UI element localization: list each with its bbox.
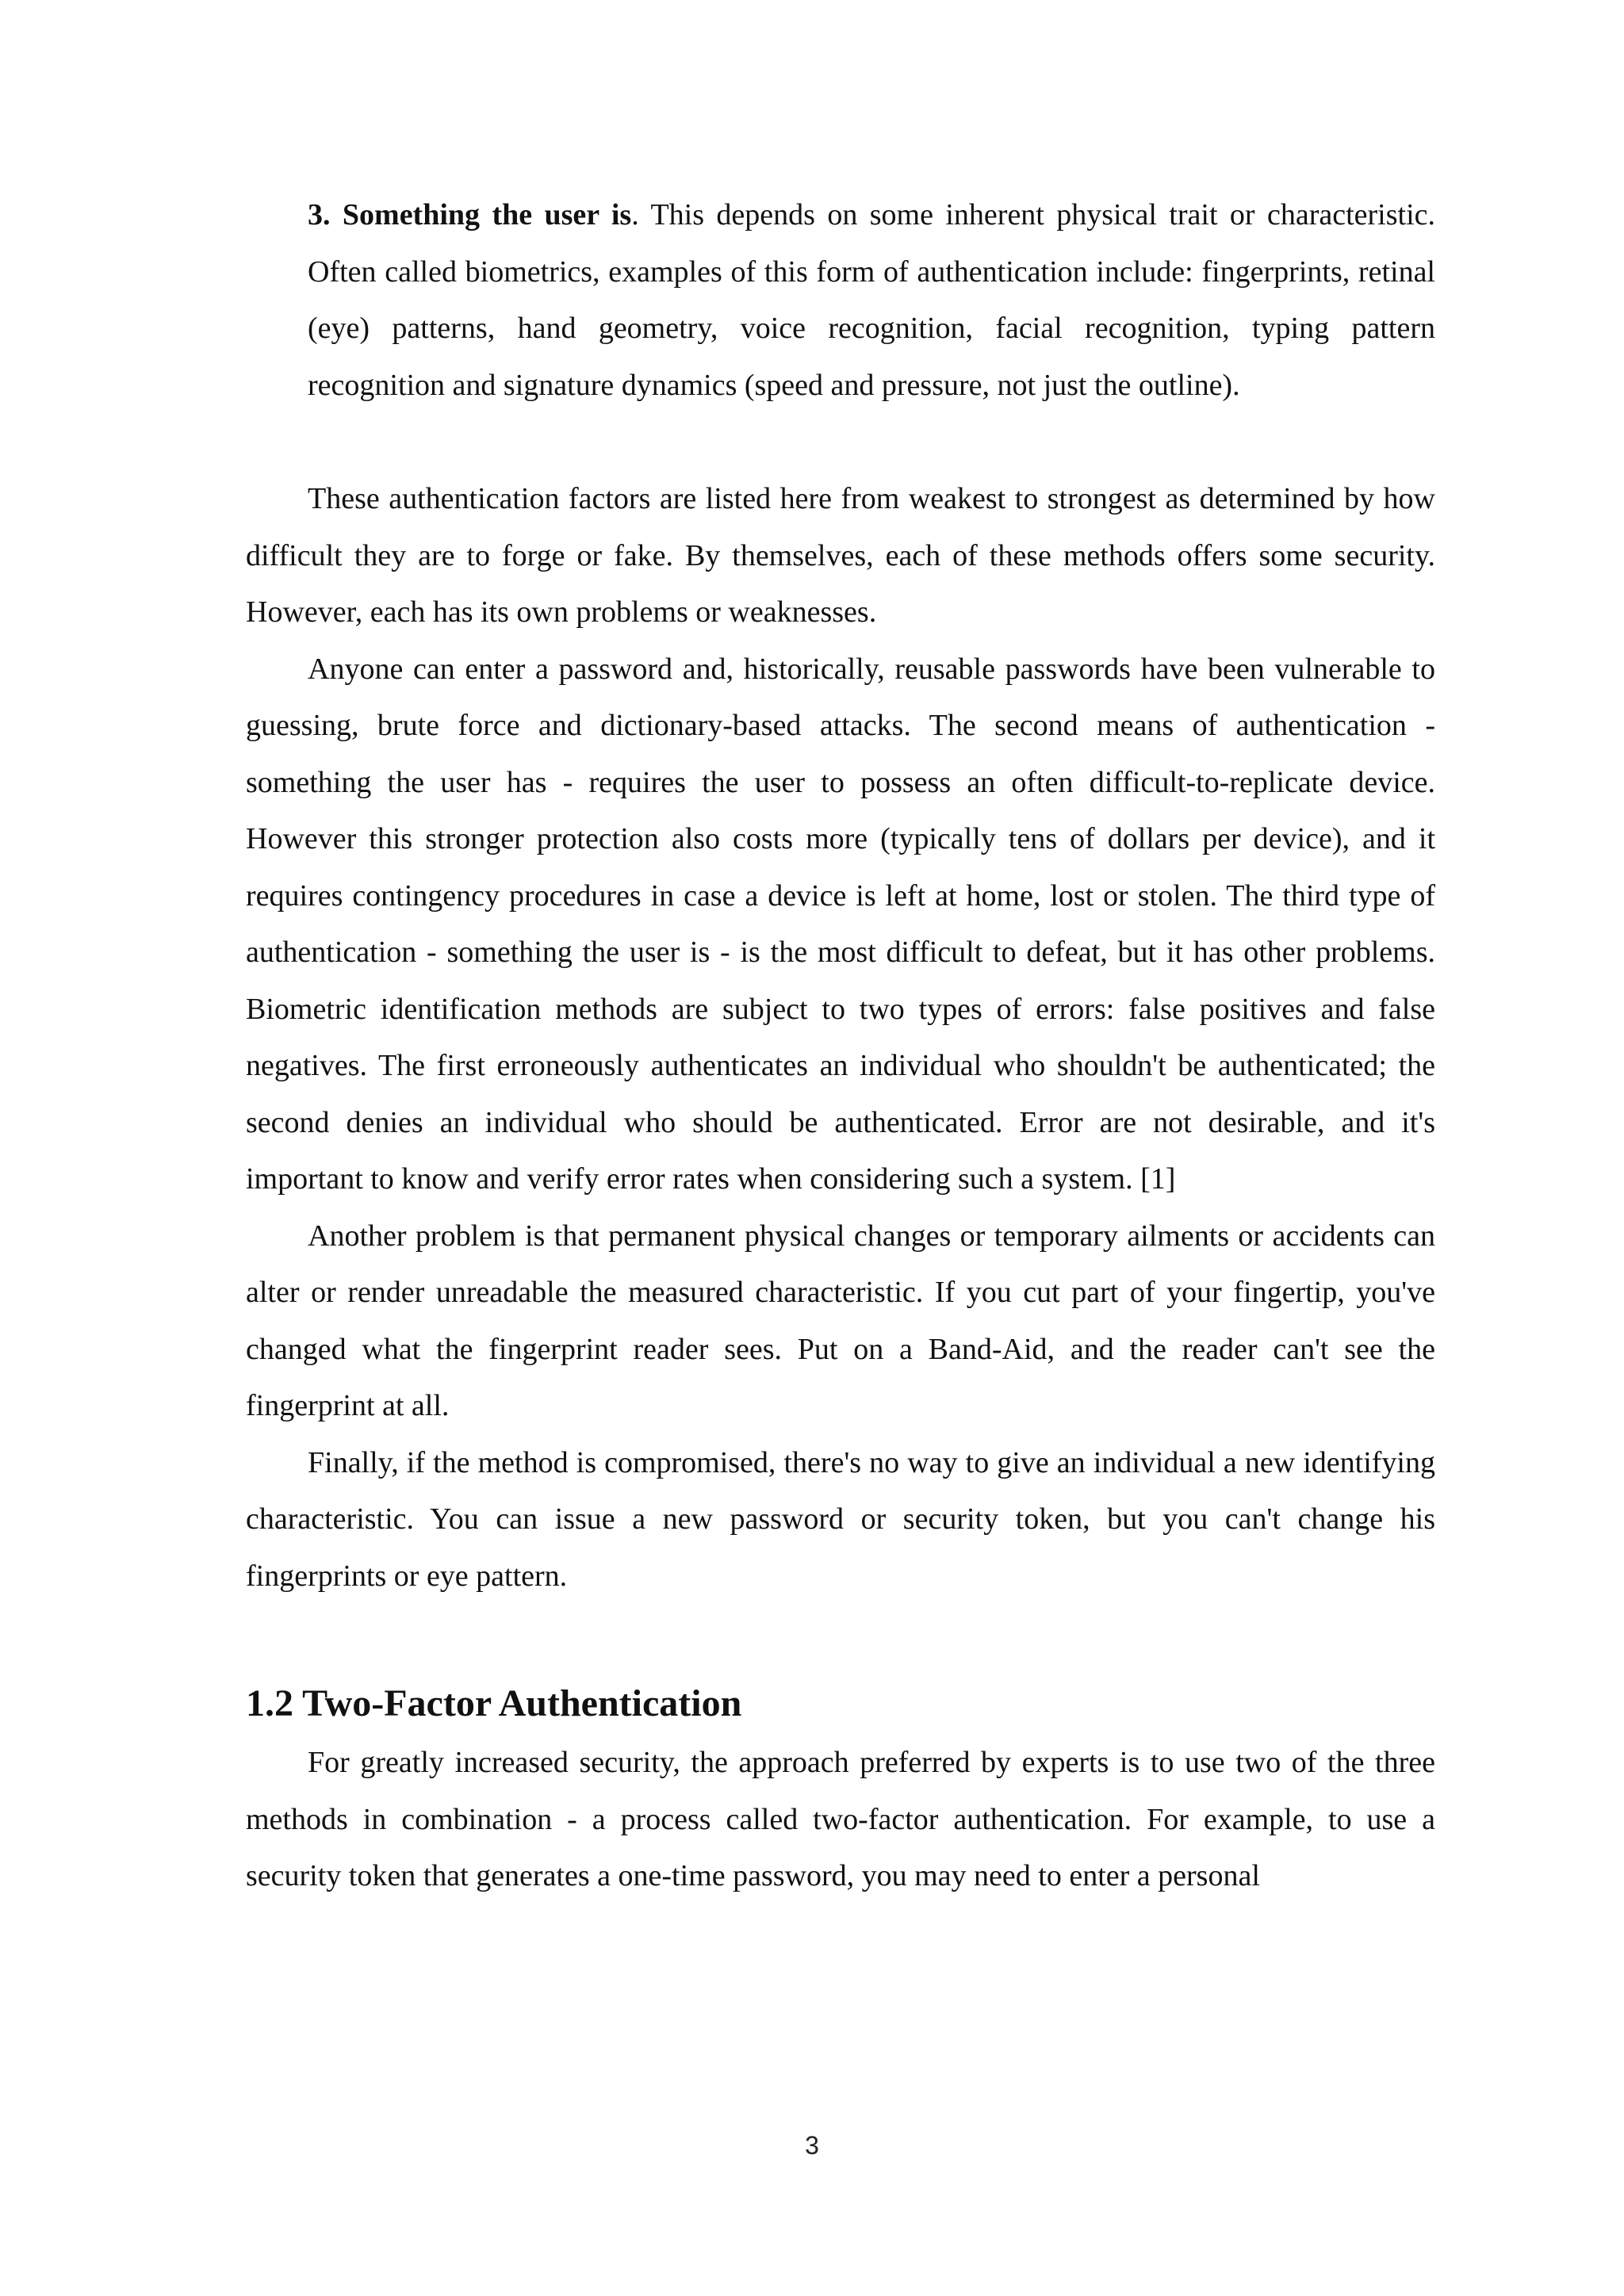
paragraph-compromised-method: Finally, if the method is compromised, there's no way to give an individual a new identifying characteristic. You can issue a new password or security token, but you can't change his fingerprints or eye pattern.: [246, 1445, 1435, 1593]
section-heading: 1.2 Two-Factor Authentication: [246, 1682, 742, 1724]
page-number: 3: [805, 2131, 819, 2160]
paragraph-factors-ranking: These authentication factors are listed here from weakest to strongest as determined by how difficult they are to forge or fake. By themselves, each of these methods offers some security. However, each has its own problems or weaknesses.: [246, 482, 1435, 629]
paragraph-two-factor-intro: For greatly increased security, the approach preferred by experts is to use two of the three methods in combination - a process called two-factor authentication. For example, to use a security token that generates a one-time password, you may need to enter a personal: [246, 1746, 1435, 1892]
paragraph-physical-changes: Another problem is that permanent physical changes or temporary ailments or accidents can alter or render unreadable the measured characteristic. If you cut part of your fingertip, you've changed what the fingerprint reader sees. Put on a Band-Aid, and the reader can't see the fingerprint at all.: [246, 1219, 1435, 1422]
page-body: [246, 187, 1435, 1905]
list-item-something-user-is: [308, 187, 1435, 414]
list-item-text: . This depends on some inherent physical trait or characteristic. Often called biometrics, examples of this form of authentication include: fingerprints, retinal (eye) patterns, hand geometry, voice recognition, facial recognition, typing pattern recognition and signature dynamics (speed and pressure, not just the outline).: [308, 198, 1435, 402]
paragraph-factor-weaknesses: Anyone can enter a password and, historically, reusable passwords have been vulnerable to guessing, brute force and dictionary-based attacks. The second means of authentication - something the user has - requires the user to possess an often difficult-to-replicate device. However this stronger protection also costs more (typically tens of dollars per device), and it requires contingency procedures in case a device is left at home, lost or stolen. The third type of authentication - something the user is - is the most difficult to defeat, but it has other problems. Biometric identification methods are subject to two types of errors: false positives and false negatives. The first erroneously authenticates an individual who shouldn't be authenticated; the second denies an individual who should be authenticated. Error are not desirable, and it's important to know and verify error rates when considering such a system. [1]: [246, 652, 1435, 1196]
list-item-lead: 3. Something the user is: [308, 198, 632, 232]
